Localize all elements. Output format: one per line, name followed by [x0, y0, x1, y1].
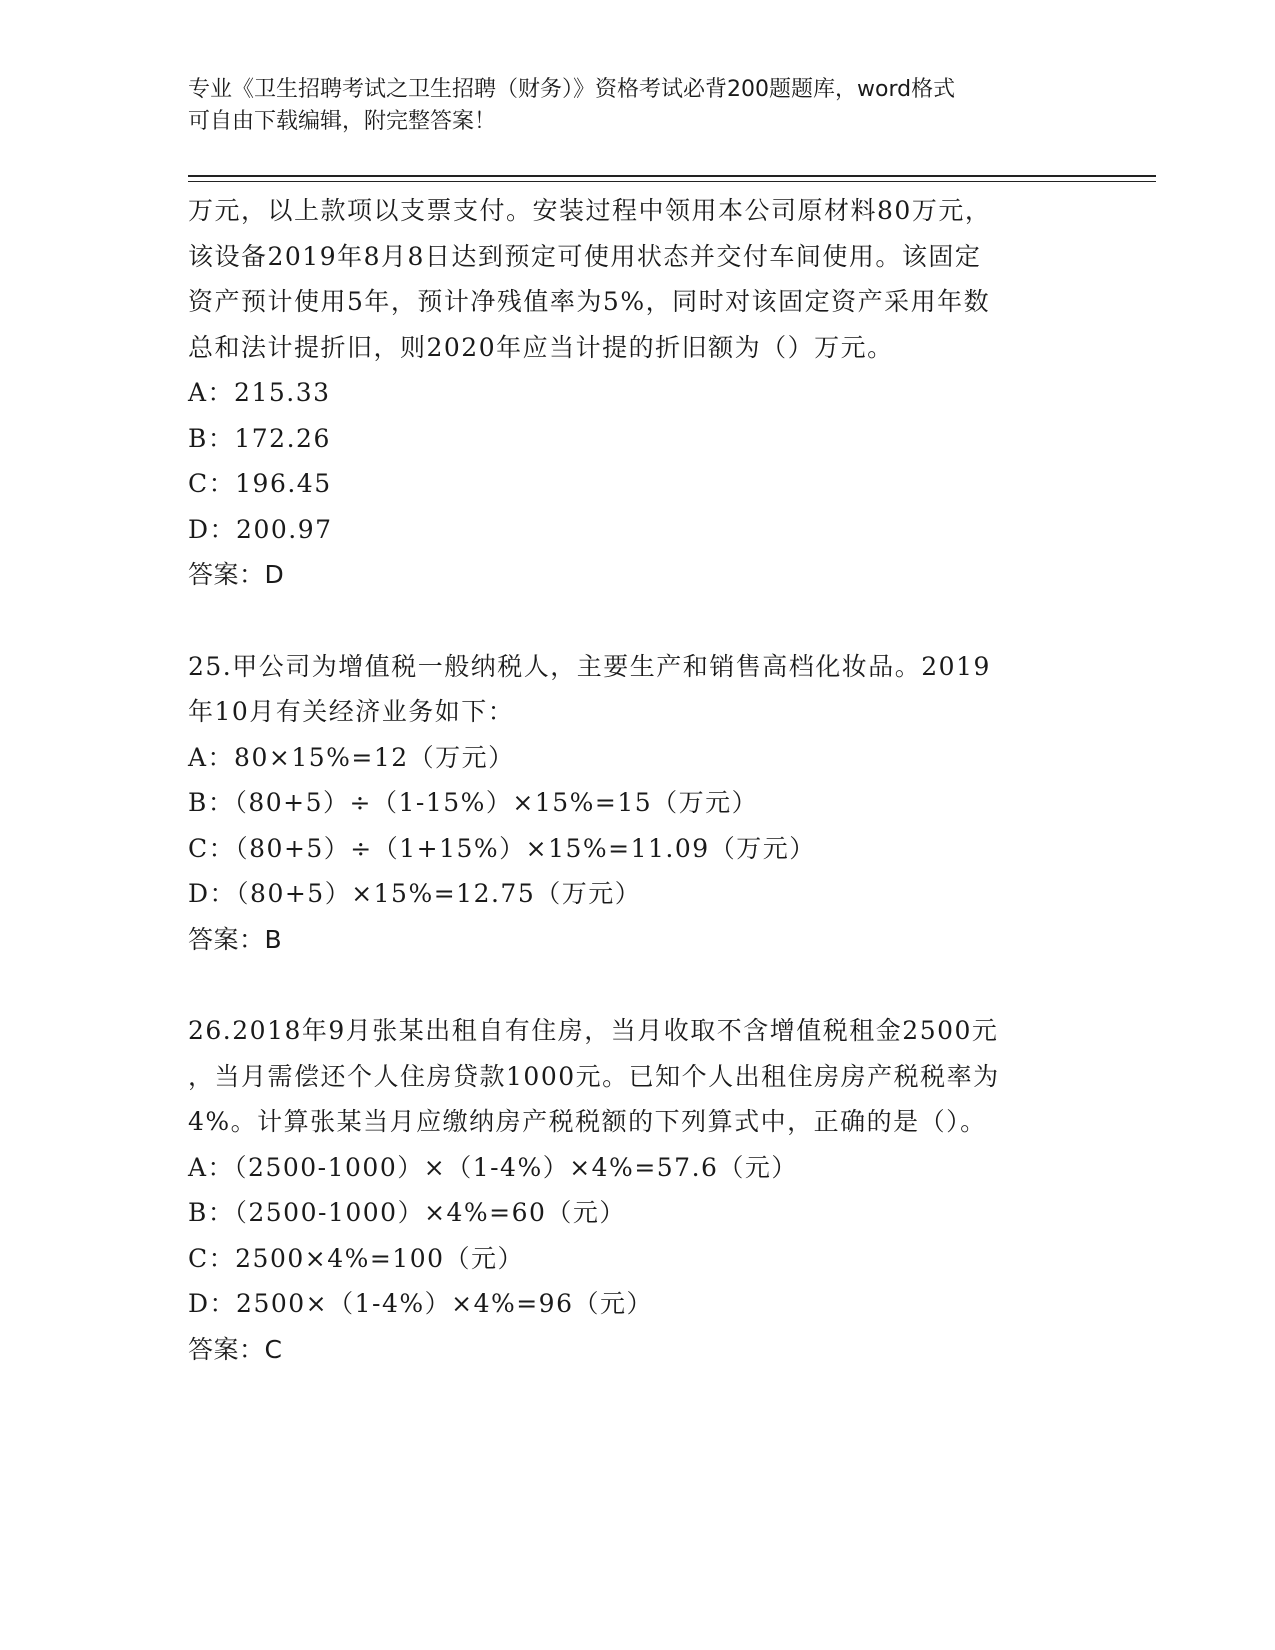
question-25: [188, 644, 1088, 963]
document-header: [188, 74, 1088, 138]
question-25-option-c: C：（80+5）÷（1+15%）×15%=11.09（万元）: [188, 833, 816, 863]
header-line-1: 专业《卫生招聘考试之卫生招聘（财务）》资格考试必背200题题库，word格式: [188, 77, 956, 102]
question-spacer: [188, 962, 1088, 1008]
question-24-option-a: A：215.33: [188, 378, 331, 407]
question-25-answer: 答案：B: [188, 924, 283, 954]
question-24-option-b: B：172.26: [188, 423, 331, 453]
question-25-option-a: A：80×15%=12（万元）: [188, 742, 515, 772]
question-26-option-a: A：（2500-1000）×（1-4%）×4%=57.6（元）: [188, 1152, 798, 1182]
question-24-stem-line-3: 资产预计使用5年，预计净残值率为5%，同时对该固定资产采用年数: [188, 287, 991, 316]
question-25-stem-line-2: 年10月有关经济业务如下：: [188, 697, 515, 726]
question-24-answer: 答案：D: [188, 560, 285, 589]
question-26-stem-line-3: 4%。计算张某当月应缴纳房产税税额的下列算式中，正确的是（）。: [188, 1107, 987, 1136]
question-26: [188, 1008, 1088, 1372]
question-24-stem-line-2: 该设备2019年8月8日达到预定可使用状态并交付车间使用。该固定: [188, 241, 982, 271]
question-26-option-d: D：2500×（1-4%）×4%=96（元）: [188, 1289, 653, 1318]
question-24-option-d: D：200.97: [188, 514, 333, 544]
question-24: [188, 188, 1088, 598]
question-25-stem-line-1: 25.甲公司为增值税一般纳税人，主要生产和销售高档化妆品。2019: [188, 651, 991, 681]
question-26-stem-line-1: 26.2018年9月张某出租自有住房，当月收取不含增值税租金2500元: [188, 1016, 999, 1045]
question-24-stem-line-1: 万元，以上款项以支票支付。安装过程中领用本公司原材料80万元，: [188, 196, 992, 225]
header-divider-thin: [188, 181, 1156, 182]
question-spacer: [188, 598, 1088, 644]
question-26-stem-line-2: ，当月需偿还个人住房贷款1000元。已知个人出租住房房产税税率为: [188, 1061, 1000, 1091]
question-24-option-c: C：196.45: [188, 469, 332, 498]
question-25-option-d: D：（80+5）×15%=12.75（万元）: [188, 879, 642, 908]
header-line-2: 可自由下载编辑，附完整答案！: [188, 109, 497, 134]
question-26-option-c: C：2500×4%=100（元）: [188, 1243, 525, 1273]
question-24-stem-line-4: 总和法计提折旧，则2020年应当计提的折旧额为（）万元。: [188, 332, 894, 362]
header-divider-thick: [188, 175, 1156, 177]
question-26-answer: 答案：C: [188, 1334, 283, 1364]
question-25-option-b: B：（80+5）÷（1-15%）×15%=15（万元）: [188, 788, 759, 817]
question-26-option-b: B：（2500-1000）×4%=60（元）: [188, 1198, 626, 1227]
document-body: [188, 188, 1088, 1372]
